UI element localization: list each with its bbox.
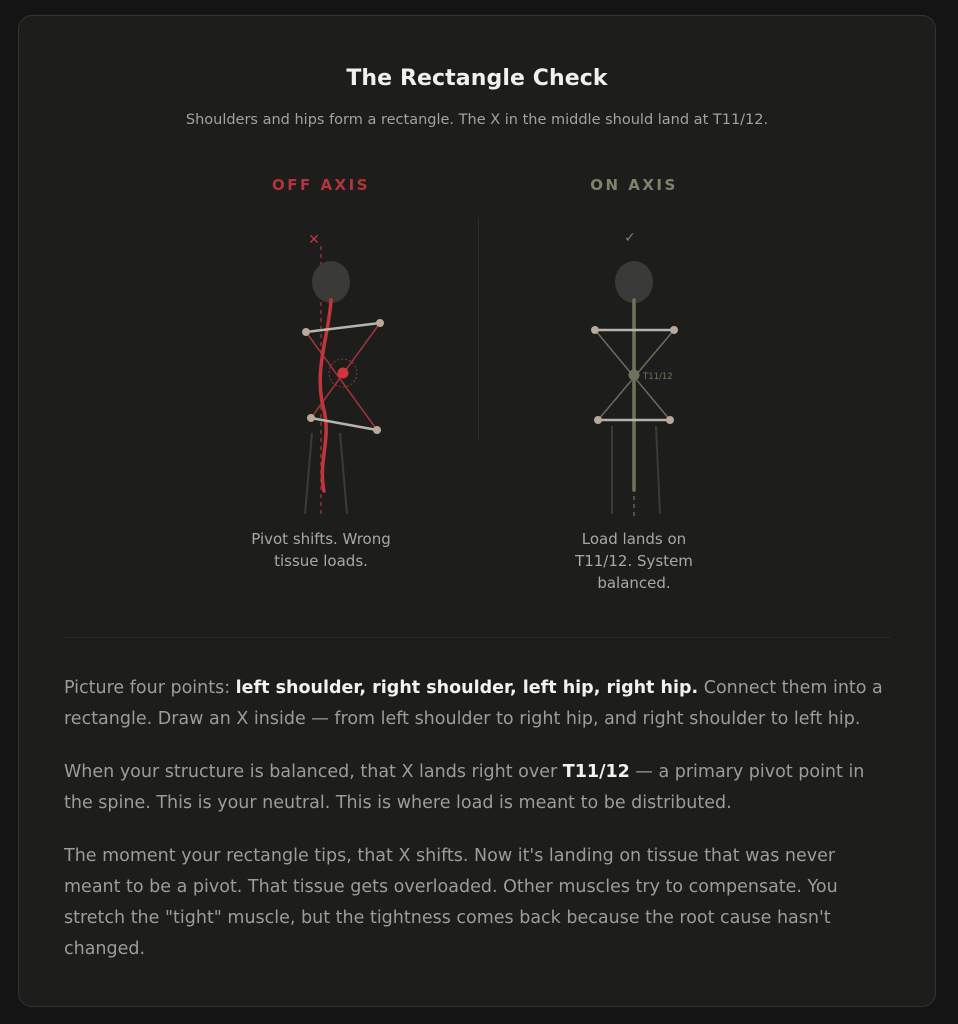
on-axis-panel bbox=[524, 176, 744, 592]
explanation-text bbox=[64, 673, 895, 987]
on-axis-caption: Load lands on T11/12. System balanced. bbox=[575, 530, 693, 592]
on-axis-left-shoulder bbox=[591, 326, 599, 334]
paragraph-tips: The moment your rectangle tips, that X shifts. Now it's landing on tissue that was never meant to be a pivot. That tissue gets overloaded. Other muscles try to compensate. You stretch the "tight" muscle, but the tightness comes back because the root cause hasn't changed. bbox=[64, 846, 838, 959]
on-axis-check-icon: ✓ bbox=[624, 230, 636, 246]
paragraph-text: — a primary pivot point in the spine. This is your neutral. This is where load is meant to be distributed. bbox=[64, 762, 865, 813]
card-subtitle: Shoulders and hips form a rectangle. The X in the middle should land at T11/12. bbox=[185, 112, 769, 128]
off-axis-right-shoulder bbox=[376, 319, 384, 327]
paragraph-text: Connect them into a rectangle. Draw an X inside — from left shoulder to right hip, and right shoulder to left hip. bbox=[64, 678, 883, 729]
on-axis-label: ON AXIS bbox=[590, 176, 678, 194]
paragraph-four-points bbox=[64, 673, 895, 735]
panel-divider bbox=[478, 218, 479, 440]
paragraph-text: When your structure is balanced, that X lands right over bbox=[64, 762, 563, 782]
paragraph-balanced bbox=[64, 757, 895, 819]
paragraph-emphasis: T11/12 bbox=[562, 762, 630, 782]
on-axis-figure bbox=[524, 196, 744, 516]
off-axis-label: OFF AXIS bbox=[271, 176, 371, 194]
off-axis-pivot-point bbox=[338, 368, 349, 379]
rectangle-check-card bbox=[18, 15, 936, 1007]
off-axis-head bbox=[312, 261, 350, 303]
off-axis-panel bbox=[211, 176, 431, 570]
on-axis-head bbox=[615, 261, 653, 303]
off-axis-figure bbox=[211, 196, 431, 516]
paragraph-text: Picture four points: bbox=[64, 678, 236, 698]
on-axis-pivot-label: T11/12 bbox=[643, 372, 673, 382]
off-axis-caption: Pivot shifts. Wrong tissue loads. bbox=[251, 530, 391, 570]
on-axis-left-hip bbox=[594, 416, 602, 424]
off-axis-x-icon: ✕ bbox=[308, 232, 320, 248]
off-axis-right-hip bbox=[373, 426, 381, 434]
off-axis-right-leg bbox=[340, 433, 347, 514]
on-axis-right-hip bbox=[666, 416, 674, 424]
paragraph-emphasis: left shoulder, right shoulder, left hip, right hip. bbox=[235, 678, 699, 698]
on-axis-right-shoulder bbox=[670, 326, 678, 334]
card-title: The Rectangle Check bbox=[346, 66, 608, 91]
off-axis-left-hip bbox=[307, 414, 315, 422]
off-axis-left-leg bbox=[305, 433, 312, 514]
section-divider bbox=[64, 637, 890, 638]
off-axis-diagonal-a bbox=[306, 332, 377, 430]
off-axis-shoulder-line bbox=[306, 323, 380, 332]
on-axis-pivot-point bbox=[629, 370, 640, 381]
off-axis-left-shoulder bbox=[302, 328, 310, 336]
on-axis-right-leg bbox=[656, 426, 660, 514]
